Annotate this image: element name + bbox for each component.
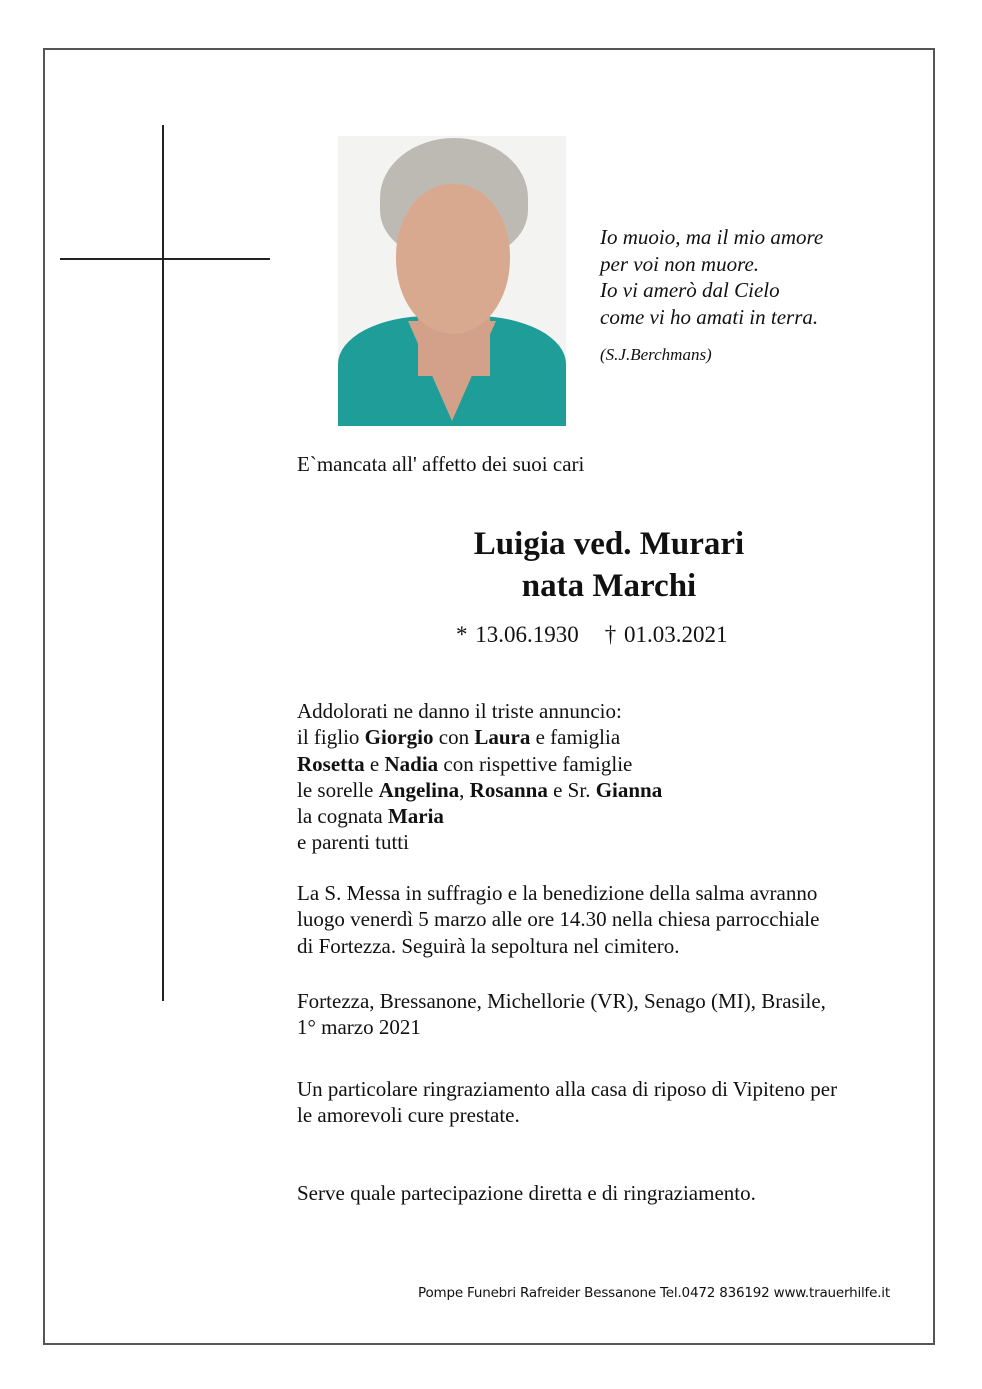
mourners-line: Addolorati ne danno il triste annuncio: bbox=[297, 699, 622, 723]
mourners-line: la cognata Maria bbox=[297, 804, 444, 829]
funeral-home-footer: Pompe Funebri Rafreider Bessanone Tel.0472 836192 www.trauerhilfe.it bbox=[418, 1285, 890, 1301]
cross-icon-bar bbox=[60, 258, 270, 260]
name-line: Luigia ved. Murari bbox=[473, 526, 745, 562]
quote-line: per voi non muore. bbox=[600, 251, 760, 276]
mourners-line: le sorelle Angelina, Rosanna e Sr. Gianna bbox=[297, 777, 663, 802]
closing-text: Serve quale partecipazione diretta e di ringraziamento. bbox=[297, 1181, 756, 1205]
funeral-info: La S. Messa in suffragio e la benedizione della salma avranno luogo venerdì 5 marzo alle ore 14.30 nella chiesa parrocchiale di Fortezza. Seguirà la sepoltura nel cimitero. bbox=[297, 881, 820, 958]
mourners bbox=[297, 698, 662, 856]
maiden-name-line: nata Marchi bbox=[521, 568, 697, 604]
thanks: Un particolare ringraziamento alla casa di riposo di Vipiteno per le amorevoli cure prestate. bbox=[297, 1077, 838, 1128]
mourners-line: e parenti tutti bbox=[297, 830, 409, 855]
dates bbox=[456, 622, 728, 648]
intro-text: E`mancata all' affetto dei suoi cari bbox=[297, 452, 585, 476]
places-date: Fortezza, Bressanone, Michellorie (VR), Senago (MI), Brasile, 1° marzo 2021 bbox=[297, 989, 826, 1040]
deceased-name bbox=[400, 523, 818, 607]
quote bbox=[600, 224, 823, 369]
quote-line: Io vi amerò dal Cielo bbox=[600, 278, 780, 302]
quote-line: Io muoio, ma il mio amore bbox=[600, 225, 824, 249]
death-date: † 01.03.2021 bbox=[604, 622, 728, 647]
mourners-line: il figlio Giorgio con Laura e famiglia bbox=[297, 725, 621, 750]
quote-source: (S.J.Berchmans) bbox=[600, 345, 712, 364]
cross-icon bbox=[162, 125, 164, 1001]
mourners-line: Rosetta e Nadia con rispettive famiglie bbox=[297, 751, 633, 776]
portrait-photo bbox=[338, 136, 566, 426]
quote-line: come vi ho amati in terra. bbox=[600, 304, 819, 329]
birth-date: * 13.06.1930 bbox=[456, 622, 579, 647]
